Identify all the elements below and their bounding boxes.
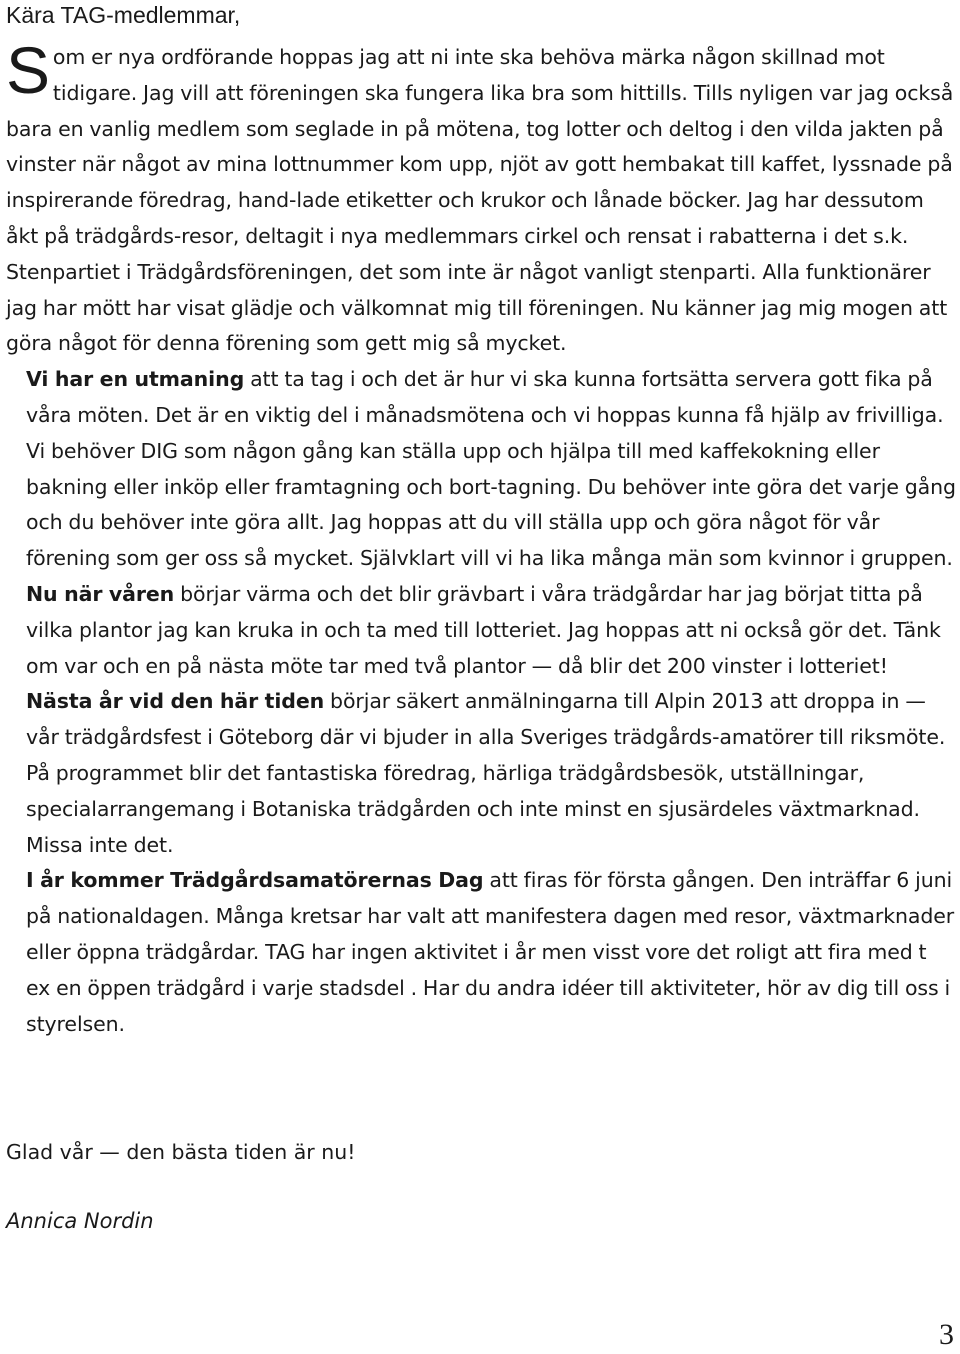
- paragraph-intro-text: om er nya ordförande hoppas jag att ni inte ska behöva märka någon skillnad mot tidigare. Jag vill att föreningen ska fungera lika bra som hittills. Tills nyligen var jag också bara en vanlig medlem som seglade in på mötena, tog lotter och deltog i den vilda jakten på vinster när något av mina lottnummer kom upp, njöt av gott hembakat till kaffet, lyssnade på inspirerande föredrag, hand-lade etiketter och krukor och lånade böcker. Jag har dessutom åkt på trädgårds-resor, deltagit i nya medlemmars cirkel och rensat i rabatterna i det s.k. Stenpartiet i Trädgårdsföreningen, det som inte är något vanligt stenparti. Alla funktionärer jag har mött har visat glädje och välkomnat mig till föreningen. Nu känner jag mig mogen att göra något för denna förening som gett mig så mycket.: [6, 45, 954, 356]
- paragraph-alpin-text: börjar säkert anmälningarna till Alpin 2013 att droppa in — vår trädgårdsfest i Göteborg där vi bjuder in alla Sveriges trädgårds-amatörer till riksmöte. På programmet blir det fantastiska föredrag, härliga trädgårdsbesök, utställningar, specialarrangemang i Botaniska trädgården och inte minst en sjusärdeles växtmarknad. Missa inte det.: [26, 689, 946, 857]
- salutation: Kära TAG-medlemmar,: [6, 2, 241, 28]
- letter-body: [6, 33, 956, 1042]
- paragraph-spring: [6, 577, 956, 684]
- closing-line: Glad vår — den bästa tiden är nu!: [6, 1140, 356, 1164]
- paragraph-coffee-text: att ta tag i och det är hur vi ska kunna fortsätta servera gott fika på våra möten. Det är en viktig del i månadsmötena och vi hoppas kunna få hjälp av frivilliga. Vi behöver DIG som någon gång kan ställa upp och hjälpa till med kaffekokning eller bakning eller inköp eller framtagning och bort-tagning. Du behöver inte göra det varje gång och du behöver inte göra allt. Jag hoppas att du vill ställa upp och göra något för vår förening som ger oss så mycket. Självklart vill vi ha lika många män som kvinnor i gruppen.: [26, 367, 956, 571]
- paragraph-spring-lead: Nu när våren: [26, 581, 175, 606]
- paragraph-tag-day-lead: I år kommer Trädgårdsamatörernas Dag: [26, 868, 484, 893]
- paragraph-tag-day-text: att firas för första gången. Den inträffar 6 juni på nationaldagen. Många kretsar har valt att manifestera dagen med resor, växtmarknader eller öppna trädgårdar. TAG har ingen aktivitet i år men visst vore det roligt att fira med t ex en öppen trädgård i varje stadsdel . Har du andra idéer till aktiviteter, hör av dig till oss i styrelsen.: [26, 868, 955, 1036]
- drop-cap: S: [6, 33, 50, 107]
- paragraph-spring-text: börjar värma och det blir grävbart i våra trädgårdar har jag börjat titta på vilka plantor jag kan kruka in och ta med till lotteriet. Jag hoppas att ni också gör det. Tänk om var och en på nästa möte tar med två plantor — då blir det 200 vinster i lotteriet!: [26, 581, 941, 678]
- signature: Annica Nordin: [6, 1209, 154, 1233]
- paragraph-coffee-lead: Vi har en utmaning: [26, 367, 245, 392]
- paragraph-alpin: [6, 684, 956, 863]
- page-number: 3: [939, 1318, 954, 1351]
- paragraph-alpin-lead: Nästa år vid den här tiden: [26, 689, 325, 714]
- paragraph-coffee: [6, 362, 956, 577]
- paragraph-tag-day: [6, 863, 956, 1042]
- paragraph-intro: [6, 33, 956, 362]
